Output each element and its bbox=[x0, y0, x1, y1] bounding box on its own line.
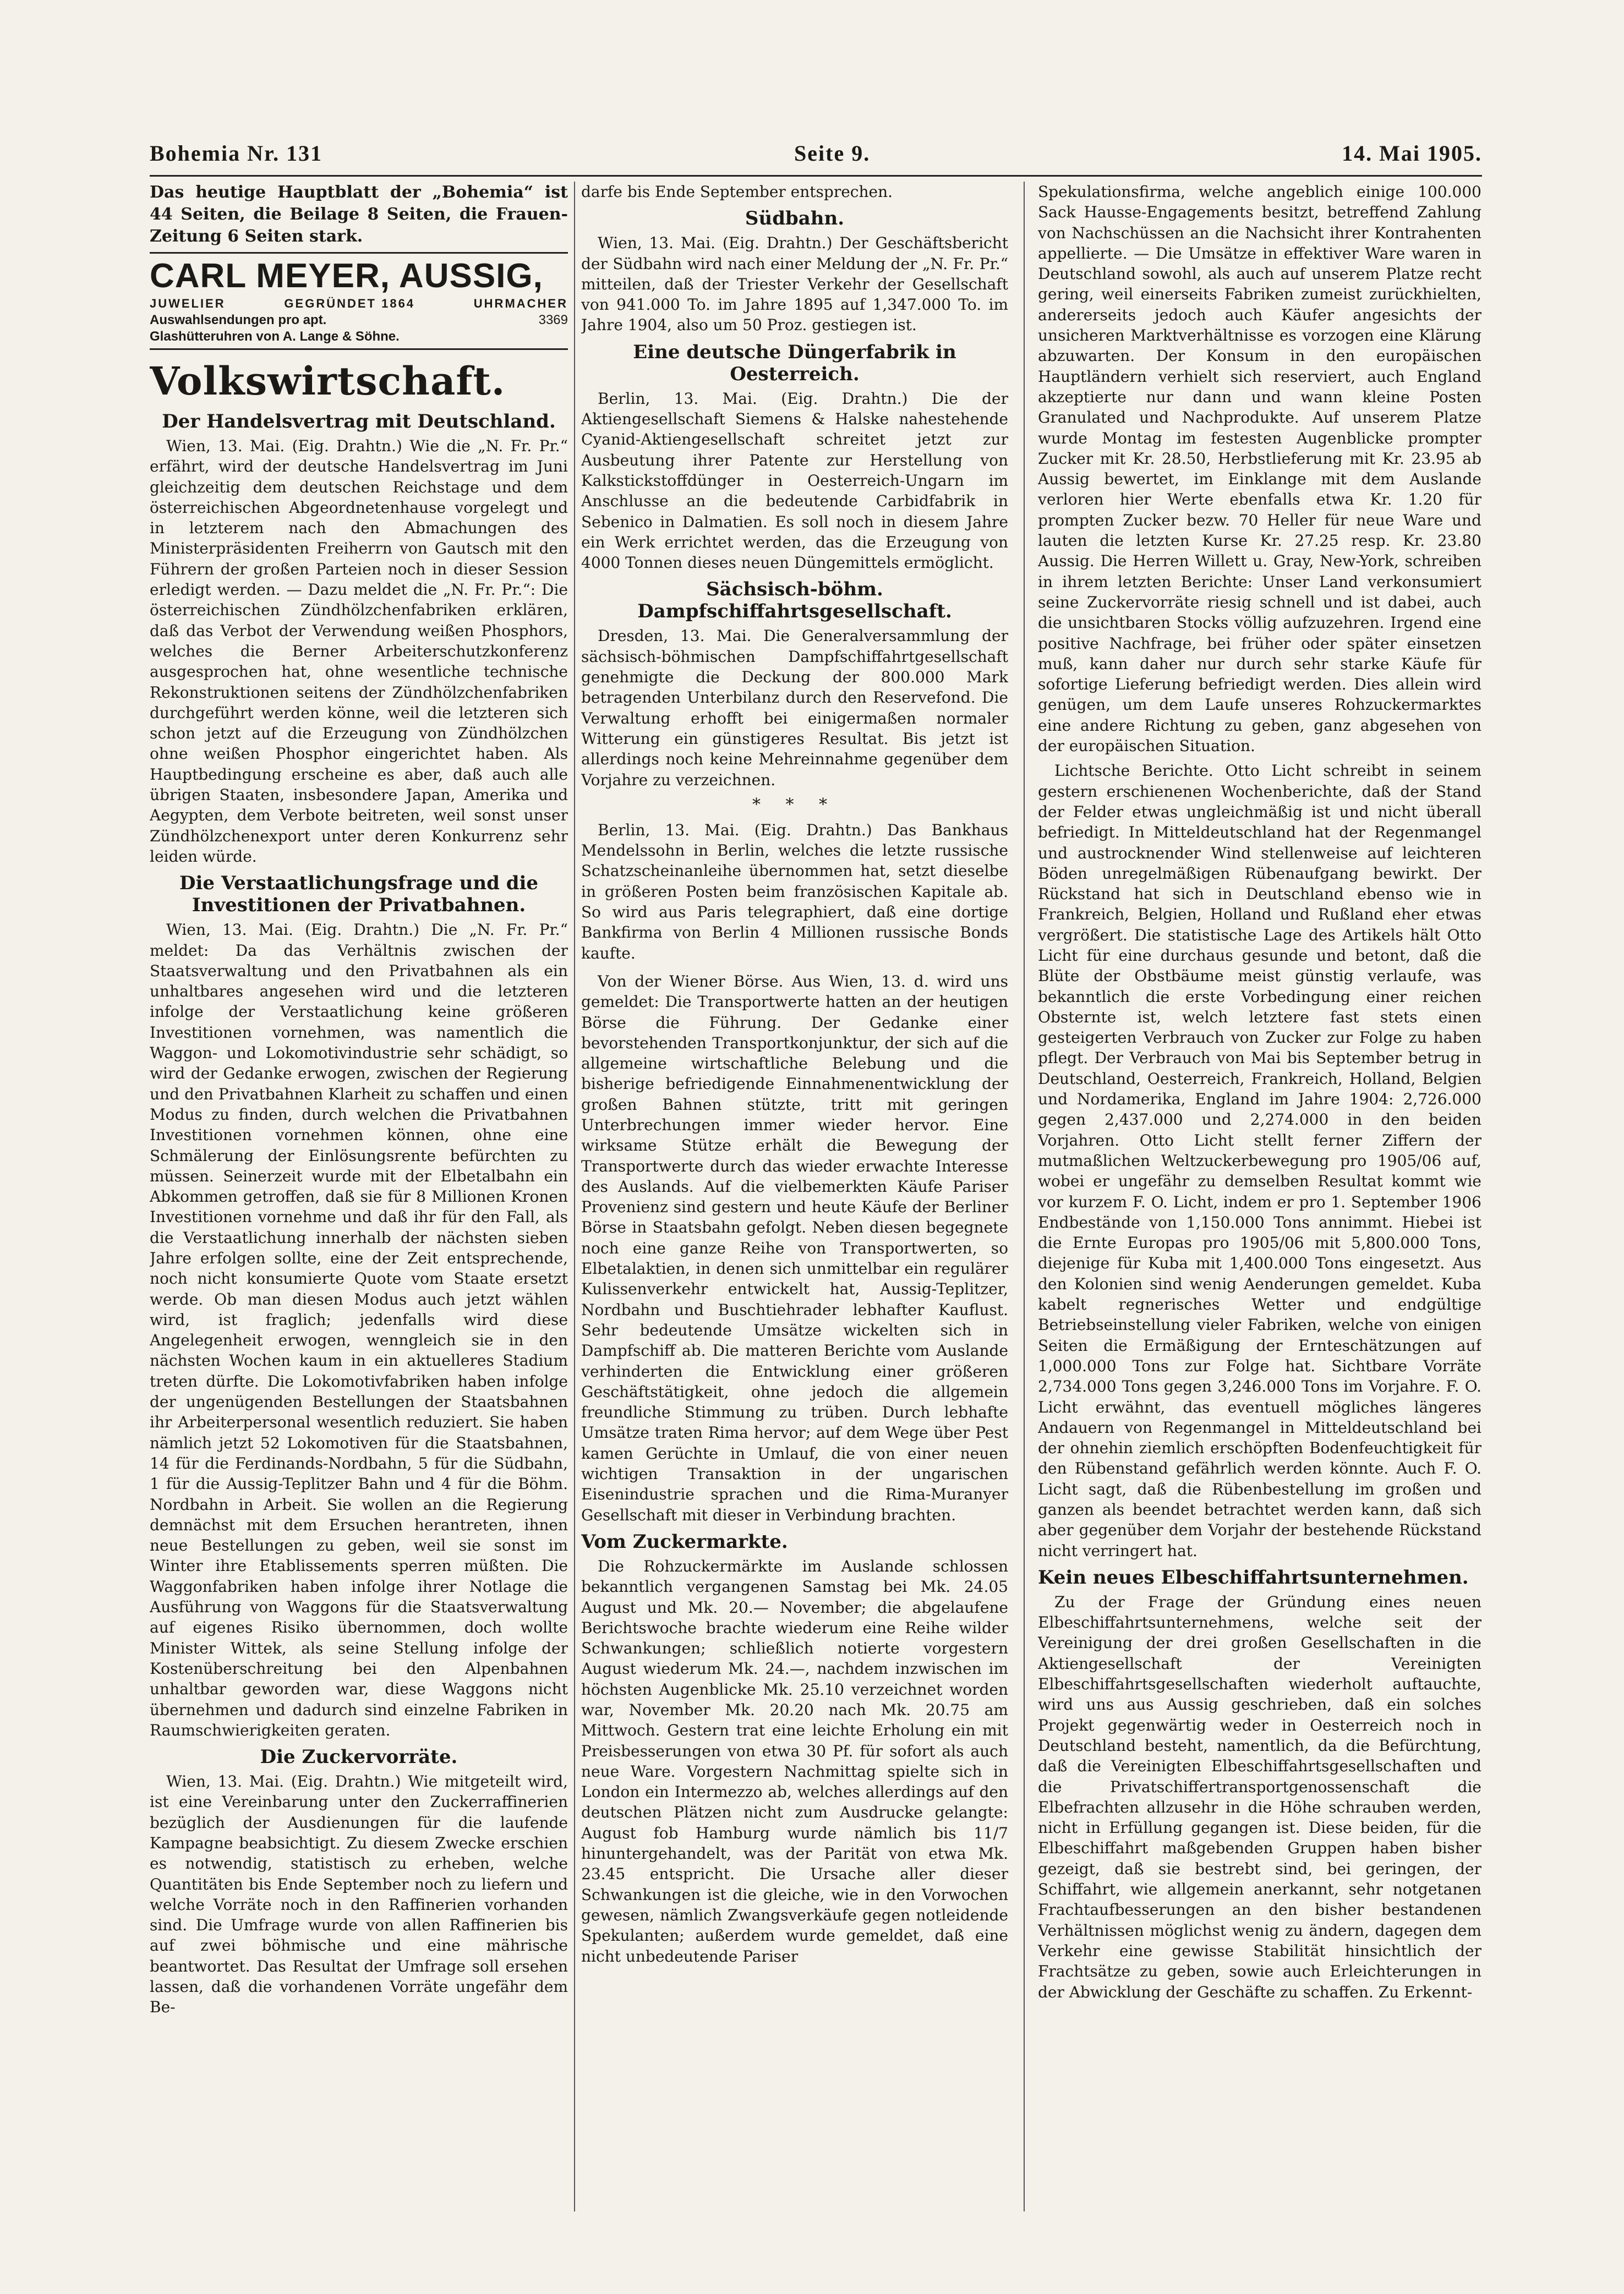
article-text: Dresden, 13. Mai. Die Generalversammlung der sächsisch-böhmischen Dampfschiffahrtgesellschaft genehmigte die Deckung der 800.000 Mark betragenden Unterbilanz durch den Reservefond. Die Verwaltung erhofft bei einigermaßen normaler Witterung ein günstigeres Resultat. Bis jetzt ist allerdings noch keine Mehreinnahme gegenüber dem Vorjahre zu verzeichnen. bbox=[581, 627, 1008, 789]
paper-name: Bohemia Nr. 131 bbox=[150, 140, 323, 166]
article-text: Wien, 13. Mai. (Eig. Drahtn.) Wie mitgeteilt wird, ist eine Vereinbarung unter den Zuckerraffinerien bezüglich der Ausdienungen für die laufende Kampagne beabsichtigt. Zu diesem Zwecke erschien es notwendig, statistisch zu erheben, welche Quantitäten bis Ende September noch zu liefern und welche Vorräte noch in den Raffinerien vorhanden sind. Die Umfrage wurde von allen Raffinerien bis auf zwei böhmische und eine mährische beantwortet. Das Resultat der Umfrage soll ersehen lassen, daß die vorhandenen Vorräte ungefähr dem Be- bbox=[150, 1772, 568, 2017]
ad-watchmaker: UHRMACHER bbox=[473, 297, 568, 310]
ad-title: CARL MEYER, AUSSIG, bbox=[150, 257, 543, 295]
article-heading: Vom Zuckermarkte. bbox=[581, 1530, 788, 1553]
continued-text: Spekulationsfirma, welche angeblich einige 100.000 Sack Hausse-Engagements besitzt, betreffend Zahlung von Nachschüssen an die Nachsicht ihrer Kontrahenten appellierte. — Die Umsätze in effektiver Ware waren in Deutschland sowohl, als auch auf unserem Platze recht gering, weil einerseits Fabriken zumeist zurückhielten, andererseits jedoch auch Käufer angesichts der unsicheren Marktverhältnisse es vorzogen eine Klärung abzuwarten. Der Konsum in den europäischen Hauptländern verhielt sich reserviert, auch England akzeptierte nur dann und wann kleine Posten Granulated und Nachprodukte. Auf unserem Platze wurde Montag im festesten Augenblicke prompter Zucker mit Kr. 28.50, Herbstlieferung mit Kr. 23.95 ab Aussig bewertet, im Einklange mit dem Auslande verloren hier Werte ebenfalls etwa Kr. 1.20 für prompten Zucker bezw. 70 Heller für neue Ware und lauten die letzten Kurse Kr. 27.25 resp. Kr. 23.80 Aussig. Die Herren Willett u. Gray, New-York, schreiben in ihrem letzten Berichte: Unser Land verkonsumiert seine Zuckervorräte riesig schnell und ist dabei, auch die unsichtbaren Stocks völlig aufzuzehren. Irgend eine positive Nachfrage, bei früher oder später einsetzen muß, kann daher nur durch sehr starke Käufe für sofortige Lieferung befriedigt werden. Dies allein wird genügen, um dem Laufe unseres Rohzuckermarktes eine andere Richtung zu geben, ganz abgesehen von der europäischen Situation. bbox=[1038, 183, 1481, 755]
ad-founded: GEGRÜNDET 1864 bbox=[284, 297, 415, 310]
column-rule bbox=[1024, 182, 1025, 2211]
article-text: Wien, 13. Mai. (Eig. Drahtn.) Wie die „N. Fr. Pr.“ erfährt, wird der deutsche Handelsvertrag im Juni gleichzeitig dem deutschen Reichstage und dem österreichischen Abgeordnetenhause vorgelegt und in letzterem nach den Abmachungen des Ministerpräsidenten Freiherrn von Gautsch mit den Führern der großen Parteien noch in dieser Session erledigt werden. — Dazu meldet die „N. Fr. Pr.“: Die österreichischen Zündhölzchenfabriken erklären, daß das Verbot der Verwendung weißen Phosphors, welches die Berner Arbeiterschutzkonferenz ausgesprochen hat, ohne wesentliche technische Rekonstruktionen seitens der Zündhölzchenfabriken durchgeführt werden könne, weil die letzteren sich schon jetzt auf die Erzeugung von Zündhölzchen ohne weißen Phosphor eingerichtet haben. Als Hauptbedingung erscheine es aber, daß auch alle übrigen Staaten, insbesondere Japan, Amerika und Aegypten, dem Verbote beitreten, weil sonst unser Zündhölzchenexport unter deren Konkurrenz sehr leiden würde. bbox=[150, 437, 568, 866]
article-heading: Südbahn. bbox=[745, 207, 845, 230]
article-heading: Der Handelsvertrag mit Deutschland. bbox=[162, 410, 556, 432]
article-heading: Kein neues Elbeschiffahrtsunternehmen. bbox=[1038, 1566, 1469, 1589]
article-heading: Eine deutsche Düngerfabrik in Oesterreich. bbox=[633, 341, 956, 385]
column-1 bbox=[150, 182, 568, 2217]
ad-jeweler: JUWELIER bbox=[150, 297, 226, 310]
article-text: Die Rohzuckermärkte im Auslande schlossen bekanntlich vergangenen Samstag bei Mk. 24.05 August und Mk. 20.— November; die abgelaufene Berichtswoche brachte wiederum eine Reihe wilder Schwankungen; schließlich notierte vorgestern August wiederum Mk. 24.—, nachdem inzwischen im höchsten Augenblicke Mk. 25.10 verzeichnet worden war, November Mk. 20.20 nach Mk. 20.75 am Mittwoch. Gestern trat eine leichte Erholung ein mit Preisbesserungen von etwa 30 Pf. für sofort als auch neue Ware. Vorgestern Nachmittag spielte sich in London ein Intermezzo ab, welches allerdings auf den deutschen Plätzen nicht zum Ausdrucke gelangte: August fob Hamburg wurde nämlich bis 11/7 hinuntergehandelt, was der Parität von etwa Mk. 23.45 entspricht. Die Ursache aller dieser Schwankungen ist die gleiche, wie in den Vorwochen gewesen, nämlich Zwangsverkäufe gegen notleidende Spekulanten; außerdem wurde gemeldet, daß eine nicht unbedeutende Pariser bbox=[581, 1557, 1008, 1965]
running-head bbox=[150, 136, 1482, 169]
separator-stars: * * * bbox=[752, 795, 838, 814]
ad-selection-line bbox=[150, 312, 568, 329]
article-heading: Die Verstaatlichungsfrage und die Investitionen der Privatbahnen. bbox=[179, 872, 539, 917]
article-text: Von der Wiener Börse. Aus Wien, 13. d. wird uns gemeldet: Die Transportwerte hatten an der heutigen Börse die Führung. Der Gedanke einer bevorstehenden Transportkonjunktur, der sich auf die allgemeine wirtschaftliche Belebung und die bisherige befriedigende Einnahmenentwicklung der großen Bahnen stützte, tritt mit geringen Unterbrechungen immer wieder hervor. Eine wirksame Stütze erhält die Bewegung der Transportwerte durch das wieder erwachte Interesse des Auslands. Auf die vielbemerkten Käufe Pariser Provenienz sind gestern und heute Käufe der Berliner Börse in Staatsbahn gefolgt. Neben diesen begegnete noch eine ganze Reihe von Transportwerten, so Elbetalaktien, in denen sich unmittelbar ein regulärer Kulissenverkehr entwickelt hat, Aussig-Teplitzer, Nordbahn und Buschtiehrader lebhafter Kauflust. Sehr bedeutende Umsätze wickelten sich in Dampfschiff ab. Die matteren Berichte vom Auslande verhinderten die Entwicklung einer größeren Geschäftstätigkeit, ohne jedoch die allgemein freundliche Stimmung zu trüben. Durch lebhafte Umsätze traten Rima hervor; auf dem Wege über Pest kamen Gerüchte in Umlauf, die von einer neuen wichtigen Transaktion in der ungarischen Eisenindustrie sprachen und die Rima-Muranyer Gesellschaft mit dieser in Verbindung brachten. bbox=[581, 972, 1008, 1524]
ad-watches: Glashütteruhren von A. Lange & Söhne. bbox=[150, 329, 400, 344]
ad-code: 3369 bbox=[538, 313, 568, 327]
column-3 bbox=[1038, 182, 1481, 2217]
section-title: Volkswirtschaft. bbox=[150, 358, 506, 404]
column-rule bbox=[574, 182, 575, 2211]
continued-text: darfe bis Ende September entsprechen. bbox=[581, 183, 893, 201]
article-heading: Sächsisch-böhm. Dampfschiffahrtsgesellschaft. bbox=[637, 578, 952, 623]
article-text: Berlin, 13. Mai. (Eig. Drahtn.) Die der Aktiengesellschaft Siemens & Halske nahestehende Cyanid-Aktiengesellschaft schreitet jetzt zur Ausbeutung ihrer Patente zur Herstellung von Kalkstickstoffdünger in Oesterreich-Ungarn im Anschlusse an die bedeutende Carbidfabrik in Sebenico in Dalmatien. Es soll noch in diesem Jahre ein Werk errichtet werden, das die Erzeugung von 4000 Tonnen dieses neuen Düngemittels ermöglicht. bbox=[581, 389, 1008, 572]
article-text: Berlin, 13. Mai. (Eig. Drahtn.) Das Bankhaus Mendelssohn in Berlin, welches die letzte russische Schatzscheinanleihe übernommen hat, setzt dieselbe in größeren Posten beim französischen Kapitale ab. So wird aus Paris telegraphiert, daß eine dortige Bankfirma von Berlin 4 Millionen russische Bonds kaufte. bbox=[581, 820, 1008, 962]
header-rule bbox=[150, 175, 1482, 177]
issue-date: 14. Mai 1905. bbox=[1342, 140, 1482, 166]
article-heading: Die Zuckervorräte. bbox=[260, 1746, 458, 1769]
ad-selection: Auswahlsendungen pro apt. bbox=[150, 313, 327, 327]
advertisement-carl-meyer bbox=[150, 252, 568, 350]
article-text: Lichtsche Berichte. Otto Licht schreibt in seinem gestern erschienenen Wochenberichte, daß der Stand der Felder etwas ungleichmäßig ist und nicht überall befriedigt. In Mitteldeutschland hat der Regenmangel und austrocknender Wind stellenweise auf leichteren Böden unregelmäßigen Rübenaufgang bewirkt. Der Rückstand hat sich in Deutschland ebenso wie in Frankreich, Belgien, Holland und Rußland eher etwas vergrößert. Die statistische Lage des Artikels hält Otto Licht für eine durchaus gesunde und betont, daß die Blüte der Obstbäume meist günstig verlaufe, was bekanntlich die erste Vorbedingung einer reichen Obsternte ist, welch letztere fast stets einen gesteigerten Verbrauch von Zucker zur Folge zu haben pflegt. Der Verbrauch von Mai bis September betrug in Deutschland, Oesterreich, Frankreich, Holland, Belgien und Nordamerika, England im Jahre 1904: 2,726.000 gegen 2,437.000 und 2,274.000 in den beiden Vorjahren. Otto Licht stellt ferner Ziffern der mutmaßlichen Weltzuckerbewegung pro 1905/06 auf, wobei er ungefähr zu demselben Resultat kommt wie vor kurzem F. O. Licht, indem er pro 1. September 1906 Endbestände von 1,150.000 Tons annimmt. Hiebei ist die Ernte Europas pro 1905/06 mit 5,800.000 Tons, diejenige für Kuba mit 1,400.000 Tons eingesetzt. Aus den Kolonien sind wenig Aenderungen gemeldet. Kuba kabelt regnerisches Wetter und endgültige Betriebseinstellung vieler Fabriken, welche von einigen Seiten die Ermäßigung der Ernteschätzungen auf 1,000.000 Tons zur Folge hat. Sichtbare Vorräte 2,734.000 Tons gegen 3,246.000 Tons im Vorjahre. F. O. Licht erwähnt, das eventuell mögliches längeres Andauern von Regenmangel in Mitteldeutschland bei der ohnehin ziemlich erschöpften Bodenfeuchtigkeit für den Rübenstand gefährlich werden könnte. Auch F. O. Licht sagt, daß die Rübenbestellung im großen und ganzen als beendet betrachtet werden kann, daß sich aber gegenüber dem Vorjahr der bestehende Rückstand nicht verringert hat. bbox=[1038, 762, 1481, 1560]
page-number: Seite 9. bbox=[794, 140, 871, 166]
article-text: Wien, 13. Mai. (Eig. Drahtn.) Der Geschäftsbericht der Südbahn wird nach einer Meldung der „N. Fr. Pr.“ mitteilen, daß der Triester Verkehr der Gesellschaft von 941.000 To. im Jahre 1895 auf 1,347.000 To. im Jahre 1904, also um 50 Proz. gestiegen ist. bbox=[581, 234, 1008, 335]
ad-watches-line bbox=[150, 329, 568, 345]
issue-note: Das heutige Hauptblatt der „Bohemia“ ist 44 Seiten, die Beilage 8 Seiten, die Frauen-Zeitung 6 Seiten stark. bbox=[150, 183, 568, 246]
article-text: Wien, 13. Mai. (Eig. Drahtn.) Die „N. Fr. Pr.“ meldet: Da das Verhältnis zwischen der Staatsverwaltung und den Privatbahnen als ein unhaltbares angesehen wird und die letzteren infolge der Verstaatlichung keine größeren Investitionen vornehmen, was namentlich die Waggon- und Lokomotivindustrie sehr schädigt, so wird der Gedanke erwogen, zwischen der Regierung und den Privatbahnen Klarheit zu schaffen und einen Modus zu finden, durch welchen die Privatbahnen Investitionen vornehmen können, ohne eine Schmälerung der Einlösungsrente befürchten zu müssen. Seinerzeit wurde mit der Elbetalbahn ein Abkommen getroffen, daß sie für 8 Millionen Kronen Investitionen vornehme und daß ihr für den Fall, als die Verstaatlichung innerhalb der nächsten sieben Jahre erfolgen sollte, eine der Zeit entsprechende, noch nicht konsumierte Quote vom Staate ersetzt werde. Ob man diesen Modus auch jetzt wählen wird, ist fraglich; jedenfalls wird diese Angelegenheit erwogen, wenngleich sie in den nächsten Wochen kaum in ein aktuelleres Stadium treten dürfte. Die Lokomotivfabriken haben infolge der ungenügenden Bestellungen der Staatsbahnen ihr Arbeiterpersonal wesentlich reduziert. Sie haben nämlich jetzt 52 Lokomotiven für die Staatsbahnen, 14 für die Ferdinands-Nordbahn, 5 für die Südbahn, 1 für die Aussig-Teplitzer Bahn und 4 für die Böhm. Nordbahn in Arbeit. Sie wollen an die Regierung demnächst mit dem Ersuchen herantreten, ihnen neue Bestellungen zu geben, weil sie sonst im Winter ihre Etablissements sperren müßten. Die Waggonfabriken haben infolge ihrer Notlage die Ausführung von Waggons für die Staatsverwaltung auf eigenes Risiko übernommen, doch wollte Minister Wittek, als seine Stellung infolge der Kostenüberschreitung bei den Alpenbahnen unhaltbar geworden war, diese Waggons nicht übernehmen und dadurch sind einzelne Fabriken in Raumschwierigkeiten geraten. bbox=[150, 921, 568, 1739]
article-text: Zu der Frage der Gründung eines neuen Elbeschiffahrtsunternehmens, welche seit der Vereinigung der drei großen Gesellschaften in die Aktiengesellschaft der Vereinigten Elbeschiffahrtsgesellschaften wiederholt auftauchte, wird uns aus Aussig geschrieben, daß ein solches Projekt gegenwärtig weder in Oesterreich noch in Deutschland besteht, namentlich, da die Befürchtung, daß die Vereinigten Elbeschiffahrtsgesellschaften und die Privatschiffertransportgenossenschaft die Elbefrachten allzusehr in die Höhe schrauben werden, nicht in Erfüllung gegangen ist. Diese beiden, für die Elbeschiffahrt maßgebenden Gruppen haben bisher gezeigt, daß sie bestrebt sind, bei geringen, der Schiffahrt, wie allgemein anerkannt, sehr notgetanen Frachtaufbesserungen an den bisher bestandenen Verhältnissen möglichst wenig zu ändern, dagegen dem Verkehr eine gewisse Stabilität hinsichtlich der Frachtsätze zu geben, sowie auch Erleichterungen in der Abwicklung der Geschäfte zu schaffen. Zu Erkennt- bbox=[1038, 1592, 1481, 2001]
ad-subline bbox=[150, 295, 568, 312]
column-2 bbox=[581, 182, 1008, 2217]
